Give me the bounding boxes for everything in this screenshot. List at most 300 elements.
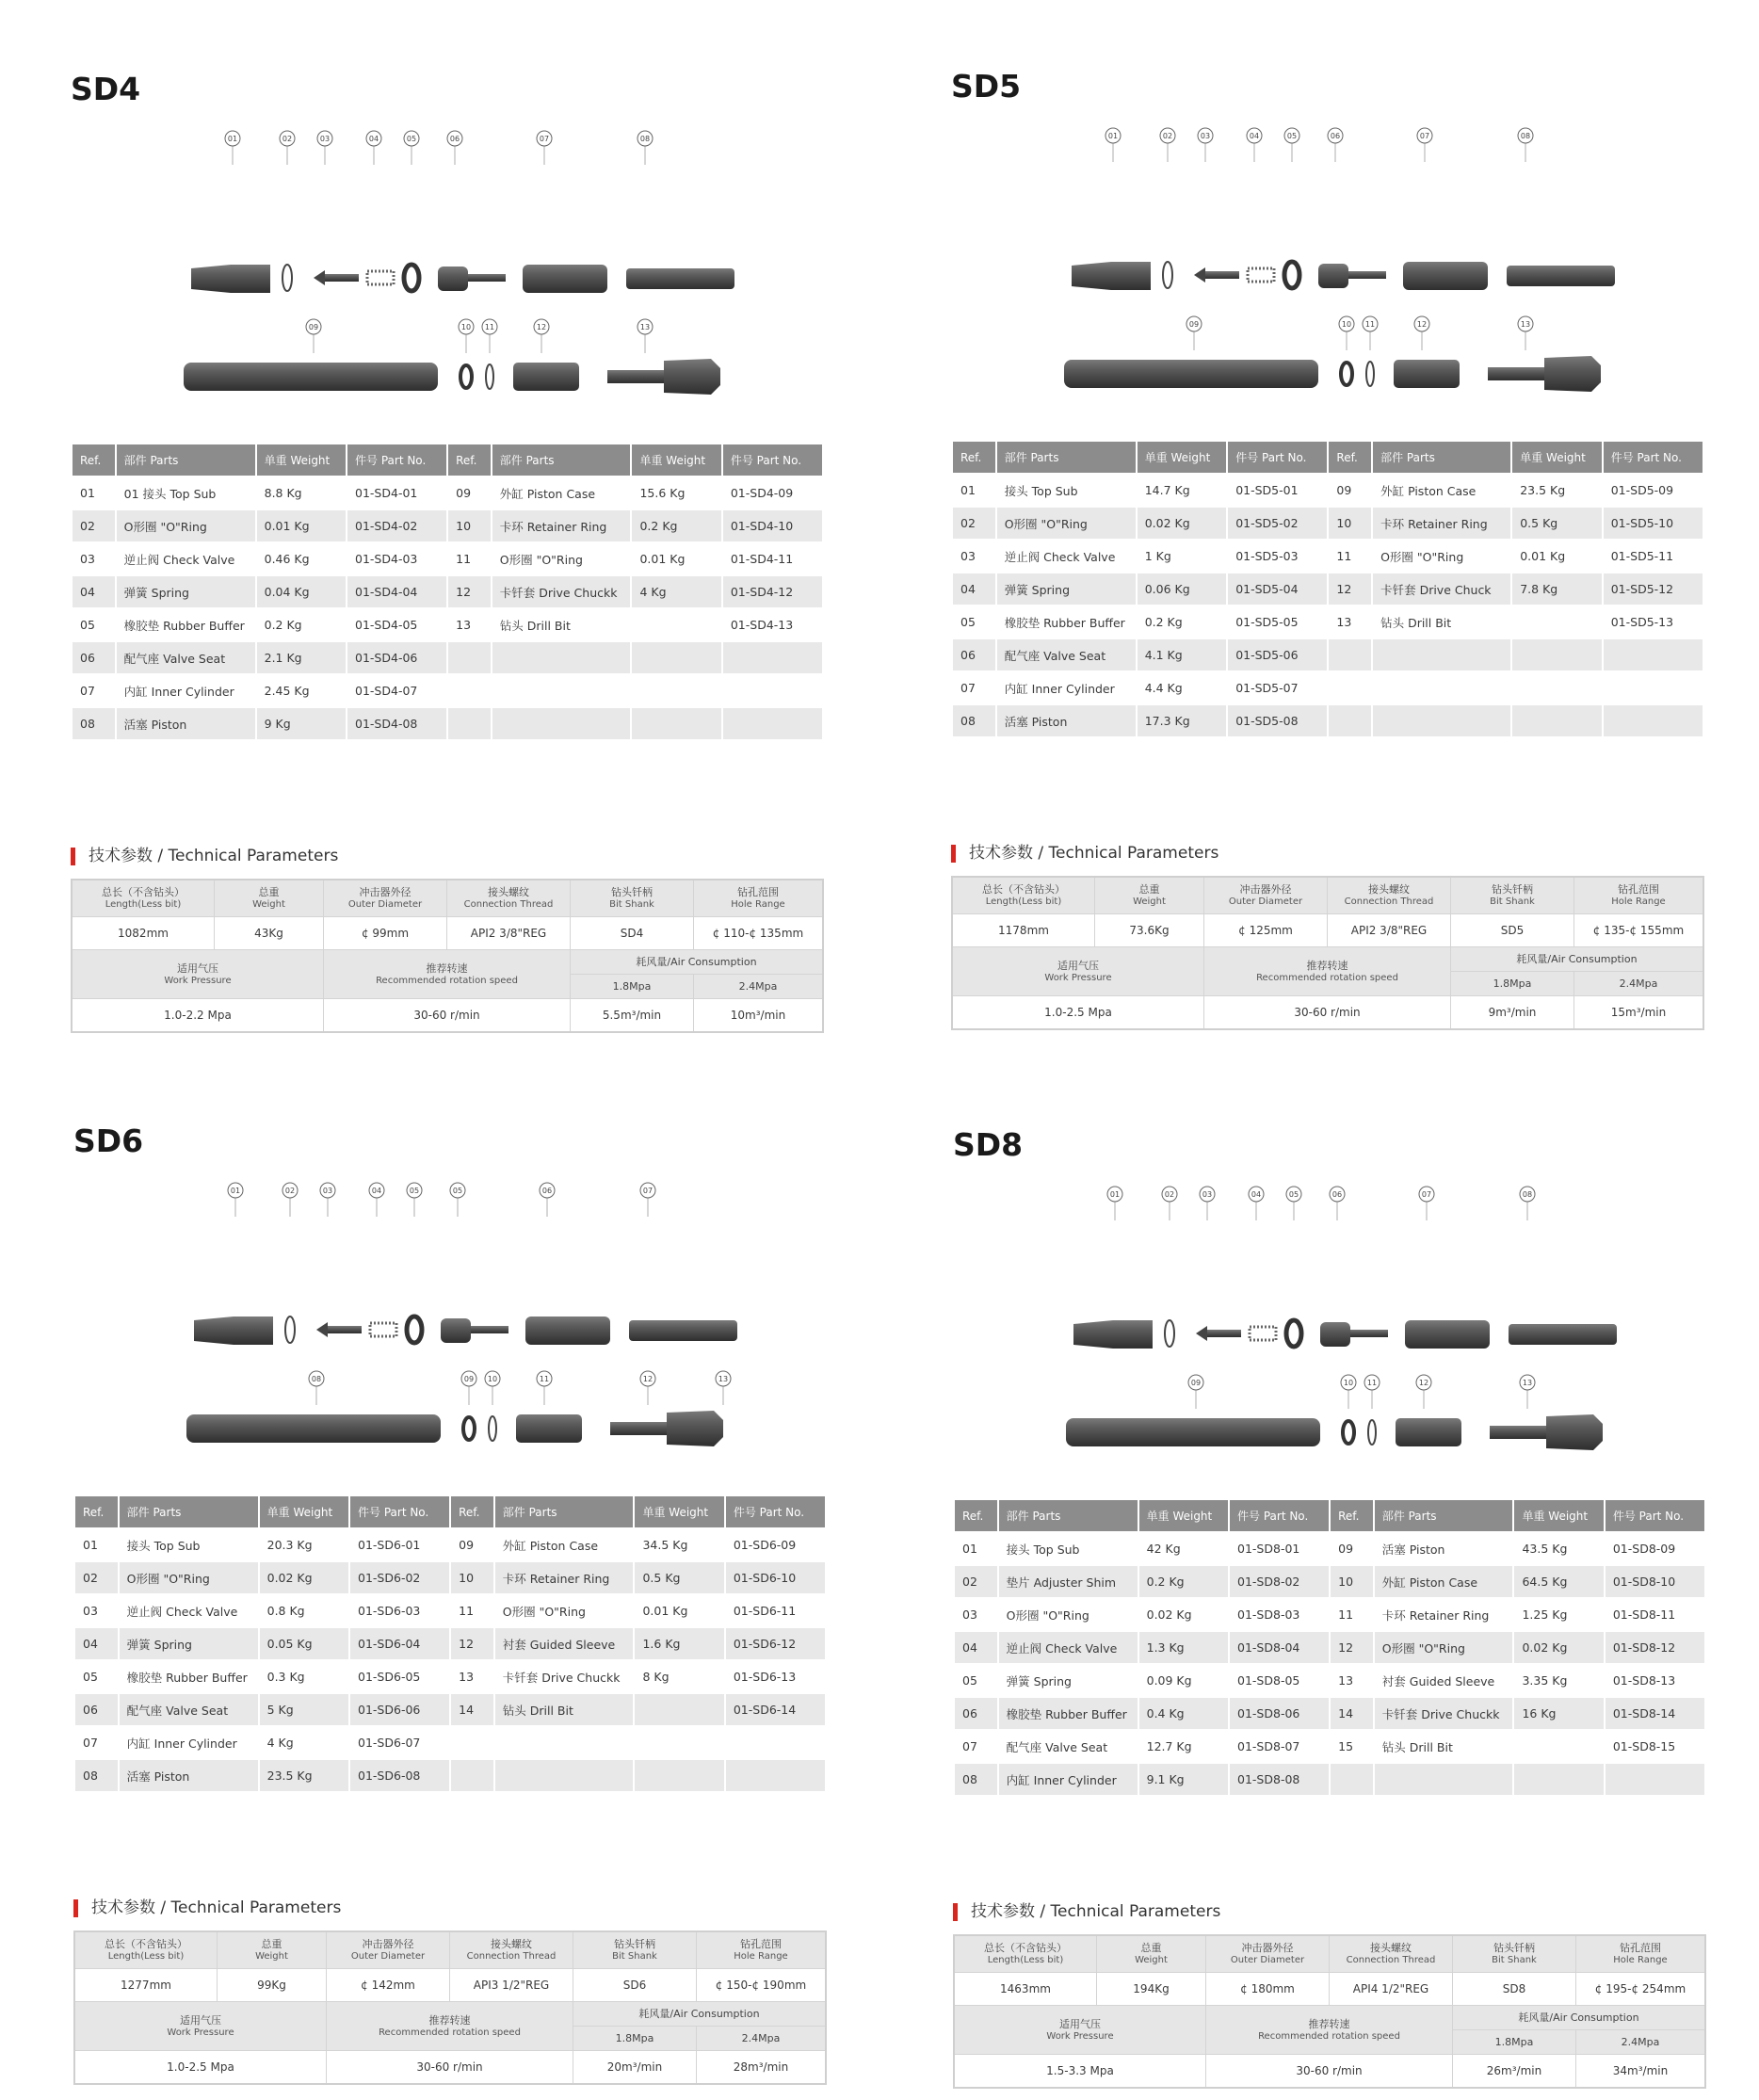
part-partno: 01-SD4-05 (347, 609, 446, 640)
part-partno: 01-SD6-07 (350, 1727, 449, 1758)
air-1-value: 20m³/min (573, 2051, 697, 2085)
od-header: 冲击器外径 Outer Diameter (1206, 1935, 1330, 1973)
part-weight: 0.2 Kg (257, 609, 346, 640)
part-ref: 09 (1331, 1533, 1373, 1564)
part-name: 橡胶垫 Rubber Buffer (999, 1698, 1138, 1729)
callout-label: 13 (718, 1375, 729, 1383)
part-weight: 43.5 Kg (1514, 1533, 1603, 1564)
weight-header: 总重 Weight (215, 880, 324, 917)
part-name: 接头 Top Sub (997, 475, 1136, 506)
shank-value: SD5 (1451, 914, 1574, 947)
part-name: 配气座 Valve Seat (999, 1731, 1138, 1762)
o-ring-2-part (1366, 362, 1374, 386)
part-partno (1606, 1764, 1704, 1795)
part-name: 逆止阀 Check Valve (120, 1595, 258, 1626)
part-ref: 05 (955, 1665, 997, 1696)
part-name: O形圈 "O"Ring (117, 510, 255, 541)
callout-label: 03 (1202, 1190, 1213, 1199)
col-partno: 件号 Part No. (1606, 1500, 1704, 1531)
part-weight: 0.02 Kg (260, 1562, 348, 1593)
part-ref: 14 (1331, 1698, 1373, 1729)
top-sub-part (194, 1317, 273, 1345)
length-value: 1463mm (954, 1973, 1097, 2006)
part-ref: 07 (75, 1727, 118, 1758)
part-ref: 06 (955, 1698, 997, 1729)
part-ref: 11 (448, 543, 491, 574)
part-ref: 06 (73, 642, 115, 673)
part-weight: 0.01 Kg (1512, 541, 1602, 572)
part-partno: 01-SD4-02 (347, 510, 446, 541)
part-partno: 01-SD5-03 (1228, 541, 1327, 572)
part-partno: 01-SD6-01 (350, 1529, 449, 1560)
part-weight: 12.7 Kg (1139, 1731, 1228, 1762)
rotation-header: 推荐转速 Recommended rotation speed (327, 2002, 573, 2051)
air-2-value: 28m³/min (697, 2051, 827, 2085)
part-ref: 02 (955, 1566, 997, 1597)
tech-params-table (951, 876, 1704, 1030)
pressure-2-header: 2.4Mpa (1576, 2030, 1706, 2055)
col-parts: 部件 Parts (117, 444, 255, 476)
callout-label: 05 (1288, 1190, 1299, 1199)
part-name: O形圈 "O"Ring (999, 1599, 1138, 1630)
od-header: 冲击器外径 Outer Diameter (1204, 877, 1328, 914)
part-name: 卡钎套 Drive Chuck (1373, 573, 1510, 605)
part-name (1373, 639, 1510, 670)
part-weight: 17.3 Kg (1138, 705, 1227, 736)
hole-value: ¢ 195-¢ 254mm (1576, 1973, 1706, 2006)
model-title: SD5 (951, 68, 1022, 105)
callout-label: 09 (463, 1375, 475, 1383)
part-ref: 10 (451, 1562, 493, 1593)
part-weight: 23.5 Kg (260, 1760, 348, 1791)
part-partno: 01-SD6-08 (350, 1760, 449, 1791)
hole-value: ¢ 110-¢ 135mm (694, 917, 824, 950)
part-name: 衬套 Guided Sleeve (1375, 1665, 1513, 1696)
part-partno: 01-SD5-13 (1604, 606, 1703, 638)
callouts-top (1105, 128, 1533, 162)
part-name: 卡环 Retainer Ring (1373, 508, 1510, 539)
part-ref: 05 (953, 606, 995, 638)
weight-value: 194Kg (1097, 1973, 1206, 2006)
part-ref: 01 (75, 1529, 118, 1560)
part-partno: 01-SD5-11 (1604, 541, 1703, 572)
rotation-value: 30-60 r/min (1204, 996, 1451, 1030)
part-weight (1512, 705, 1602, 736)
part-ref: 12 (448, 576, 491, 607)
thread-value: API2 3/8"REG (447, 917, 571, 950)
part-partno: 01-SD8-13 (1606, 1665, 1704, 1696)
table-row (955, 1764, 1704, 1795)
col-ref: Ref. (448, 444, 491, 476)
callout-label: 02 (1164, 1190, 1175, 1199)
part-weight (635, 1727, 723, 1758)
table-row (75, 1628, 825, 1659)
part-name: 橡胶垫 Rubber Buffer (120, 1661, 258, 1692)
pressure-value: 1.0-2.2 Mpa (72, 999, 324, 1033)
part-ref: 13 (1331, 1665, 1373, 1696)
thread-value: API4 1/2"REG (1330, 1973, 1453, 2006)
part-weight: 9 Kg (257, 708, 346, 739)
rubber-buffer-part (1286, 1320, 1301, 1347)
table-row (955, 1533, 1704, 1564)
col-partno: 件号 Part No. (1228, 442, 1327, 473)
rotation-value: 30-60 r/min (327, 2051, 573, 2085)
pressure-value: 1.5-3.3 Mpa (954, 2055, 1206, 2089)
part-partno (726, 1727, 825, 1758)
piston-case-part (186, 1414, 441, 1443)
part-ref: 01 (953, 475, 995, 506)
hole-value: ¢ 150-¢ 190mm (697, 1969, 827, 2002)
part-partno: 01-SD8-12 (1606, 1632, 1704, 1663)
pressure-2-header: 2.4Mpa (697, 2027, 827, 2051)
od-value: ¢ 99mm (324, 917, 447, 950)
part-partno: 01-SD5-12 (1604, 573, 1703, 605)
shank-value: SD4 (571, 917, 694, 950)
part-partno (1604, 705, 1703, 736)
part-name (1373, 672, 1510, 703)
part-name: 弹簧 Spring (120, 1628, 258, 1659)
part-name: 橡胶垫 Rubber Buffer (997, 606, 1136, 638)
part-ref: 10 (448, 510, 491, 541)
part-name (492, 708, 631, 739)
spring-part (1248, 268, 1274, 282)
callouts-top (228, 1183, 655, 1217)
part-partno: 01-SD8-10 (1606, 1566, 1704, 1597)
callouts-top (1107, 1187, 1535, 1220)
table-row (955, 1665, 1704, 1696)
callouts-bottom (309, 1371, 731, 1405)
part-weight: 4.1 Kg (1138, 639, 1227, 670)
col-partno: 件号 Part No. (347, 444, 446, 476)
callout-label: 05 (1286, 132, 1298, 140)
callout-label: 03 (322, 1187, 333, 1195)
part-partno: 01-SD5-05 (1228, 606, 1327, 638)
col-parts: 部件 Parts (997, 442, 1136, 473)
length-header: 总长（不含钻头） Length(Less bit) (72, 880, 215, 917)
callout-label: 11 (1366, 1379, 1378, 1387)
part-weight (1512, 672, 1602, 703)
part-weight: 0.02 Kg (1138, 508, 1227, 539)
part-ref: 12 (1331, 1632, 1373, 1663)
drive-chuck-part (1394, 360, 1460, 388)
exploded-parts-diagram (73, 1179, 827, 1452)
part-ref (448, 708, 491, 739)
callouts-bottom (306, 319, 653, 353)
length-value: 1277mm (74, 1969, 218, 2002)
part-name: 衬套 Guided Sleeve (495, 1628, 634, 1659)
part-weight: 1.6 Kg (635, 1628, 723, 1659)
od-header: 冲击器外径 Outer Diameter (324, 880, 447, 917)
part-partno: 01-SD8-09 (1606, 1533, 1704, 1564)
table-row (73, 642, 822, 673)
part-weight: 16 Kg (1514, 1698, 1603, 1729)
part-name: 钻头 Drill Bit (1375, 1731, 1513, 1762)
part-weight (1512, 639, 1602, 670)
hole-header: 钻孔范围 Hole Range (697, 1931, 827, 1969)
callout-label: 04 (1249, 132, 1260, 140)
col-parts: 部件 Parts (1375, 1500, 1513, 1531)
table-row (75, 1529, 825, 1560)
part-name: 内缸 Inner Cylinder (117, 675, 255, 706)
part-weight: 4.4 Kg (1138, 672, 1227, 703)
part-partno: 01-SD8-02 (1230, 1566, 1329, 1597)
inner-cylinder-part (1405, 1320, 1490, 1349)
drill-bit-part (607, 359, 720, 395)
part-ref (1331, 1764, 1373, 1795)
part-name (495, 1760, 634, 1791)
weight-header: 总重 Weight (1095, 877, 1204, 914)
callout-label: 04 (371, 1187, 382, 1195)
drive-chuck-part (516, 1414, 582, 1443)
callout-label: 01 (1107, 132, 1119, 140)
part-weight: 0.2 Kg (1138, 606, 1227, 638)
part-name: O形圈 "O"Ring (495, 1595, 634, 1626)
col-ref: Ref. (75, 1496, 118, 1527)
callout-label: 03 (1200, 132, 1211, 140)
table-row (75, 1595, 825, 1626)
piston-case-part (1066, 1418, 1320, 1446)
callout-label: 06 (1330, 132, 1341, 140)
part-name: 卡钎套 Drive Chuckk (495, 1661, 634, 1692)
callout-label: 07 (1419, 132, 1430, 140)
part-name: 活塞 Piston (117, 708, 255, 739)
pressure-2-header: 2.4Mpa (1574, 972, 1704, 996)
col-ref: Ref. (451, 1496, 493, 1527)
air-consumption-header: 耗风量/Air Consumption (1451, 947, 1704, 972)
table-row (73, 576, 822, 607)
part-ref (448, 642, 491, 673)
callout-label: 01 (1109, 1190, 1121, 1199)
col-parts: 部件 Parts (495, 1496, 634, 1527)
exploded-parts-diagram (953, 1183, 1706, 1456)
part-name: 内缸 Inner Cylinder (999, 1764, 1138, 1795)
part-ref: 11 (1329, 541, 1371, 572)
part-weight: 9.1 Kg (1139, 1764, 1228, 1795)
part-weight: 4 Kg (632, 576, 720, 607)
part-weight: 0.05 Kg (260, 1628, 348, 1659)
part-weight: 20.3 Kg (260, 1529, 348, 1560)
part-weight: 0.01 Kg (257, 510, 346, 541)
part-ref: 05 (75, 1661, 118, 1692)
inner-cylinder-part (1403, 262, 1488, 290)
table-row (955, 1731, 1704, 1762)
part-ref: 03 (73, 543, 115, 574)
part-weight: 3.35 Kg (1514, 1665, 1603, 1696)
part-partno (1604, 672, 1703, 703)
air-1-value: 26m³/min (1453, 2055, 1576, 2089)
exploded-parts-diagram (951, 124, 1704, 397)
part-weight: 8 Kg (635, 1661, 723, 1692)
thread-header: 接头螺纹 Connection Thread (447, 880, 571, 917)
part-name (492, 642, 631, 673)
col-partno: 件号 Part No. (723, 444, 822, 476)
part-ref: 09 (448, 477, 491, 509)
pressure-value: 1.0-2.5 Mpa (74, 2051, 327, 2085)
part-partno (723, 675, 822, 706)
part-weight: 0.06 Kg (1138, 573, 1227, 605)
part-ref (451, 1727, 493, 1758)
air-2-value: 34m³/min (1576, 2055, 1706, 2089)
part-partno: 01-SD6-02 (350, 1562, 449, 1593)
weight-value: 73.6Kg (1095, 914, 1204, 947)
drive-chuck-part (1396, 1418, 1461, 1446)
od-value: ¢ 180mm (1206, 1973, 1330, 2006)
callout-label: 06 (449, 135, 460, 143)
top-sub-part (191, 265, 270, 293)
part-partno: 01-SD5-02 (1228, 508, 1327, 539)
col-parts: 部件 Parts (1373, 442, 1510, 473)
tech-params-table (73, 1930, 827, 2085)
part-partno: 01-SD8-03 (1230, 1599, 1329, 1630)
retainer-ring-part (1343, 1421, 1354, 1444)
table-row (955, 1698, 1704, 1729)
part-ref: 02 (75, 1562, 118, 1593)
part-weight: 2.1 Kg (257, 642, 346, 673)
col-weight: 单重 Weight (260, 1496, 348, 1527)
part-partno: 01-SD8-11 (1606, 1599, 1704, 1630)
callout-label: 11 (1364, 320, 1376, 329)
callout-label: 03 (319, 135, 331, 143)
air-consumption-header: 耗风量/Air Consumption (571, 950, 824, 975)
part-partno: 01-SD6-10 (726, 1562, 825, 1593)
part-partno: 01-SD8-08 (1230, 1764, 1329, 1795)
callout-label: 08 (1522, 1190, 1533, 1199)
callout-label: 13 (639, 323, 651, 331)
part-name: O形圈 "O"Ring (492, 543, 631, 574)
part-partno: 01-SD8-07 (1230, 1731, 1329, 1762)
part-name (1375, 1764, 1513, 1795)
part-name: 外缸 Piston Case (1375, 1566, 1513, 1597)
part-weight: 1.25 Kg (1514, 1599, 1603, 1630)
col-weight: 单重 Weight (1514, 1500, 1603, 1531)
part-name: 卡环 Retainer Ring (492, 510, 631, 541)
part-name: O形圈 "O"Ring (1375, 1632, 1513, 1663)
col-parts: 部件 Parts (999, 1500, 1138, 1531)
piston-part (1507, 266, 1615, 286)
part-name: 钻头 Drill Bit (495, 1694, 634, 1725)
part-name: 活塞 Piston (1375, 1533, 1513, 1564)
part-name (495, 1727, 634, 1758)
tech-params-heading: 技术参数 / Technical Parameters (73, 1899, 341, 1917)
part-weight (632, 708, 720, 739)
tech-params-heading: 技术参数 / Technical Parameters (953, 1903, 1220, 1921)
part-ref: 03 (953, 541, 995, 572)
part-ref: 14 (451, 1694, 493, 1725)
part-partno: 01-SD4-11 (723, 543, 822, 574)
part-weight: 4 Kg (260, 1727, 348, 1758)
part-partno: 01-SD6-03 (350, 1595, 449, 1626)
callout-label: 01 (230, 1187, 241, 1195)
tech-params-heading: 技术参数 / Technical Parameters (951, 845, 1218, 863)
thread-header: 接头螺纹 Connection Thread (1330, 1935, 1453, 1973)
part-weight: 23.5 Kg (1512, 475, 1602, 506)
part-name: 外缸 Piston Case (492, 477, 631, 509)
part-ref: 10 (1329, 508, 1371, 539)
rubber-buffer-part (404, 265, 419, 291)
part-name: 弹簧 Spring (999, 1665, 1138, 1696)
table-row (73, 543, 822, 574)
rubber-buffer-part (1284, 262, 1299, 288)
parts-table (73, 1494, 827, 1793)
part-name: 配气座 Valve Seat (117, 642, 255, 673)
part-partno: 01-SD4-12 (723, 576, 822, 607)
od-header: 冲击器外径 Outer Diameter (327, 1931, 450, 1969)
callout-label: 10 (1341, 320, 1352, 329)
check-valve-part (1194, 267, 1239, 283)
hole-header: 钻孔范围 Hole Range (1576, 1935, 1706, 1973)
retainer-ring-part (460, 365, 472, 388)
callouts-top (225, 131, 653, 165)
col-partno: 件号 Part No. (726, 1496, 825, 1527)
col-ref: Ref. (955, 1500, 997, 1531)
hole-value: ¢ 135-¢ 155mm (1574, 914, 1704, 947)
model-title: SD8 (953, 1126, 1024, 1163)
callout-label: 08 (639, 135, 651, 143)
callout-label: 04 (368, 135, 379, 143)
part-ref: 12 (1329, 573, 1371, 605)
parts-table (953, 1498, 1706, 1797)
part-weight: 34.5 Kg (635, 1529, 723, 1560)
col-partno: 件号 Part No. (350, 1496, 449, 1527)
part-partno: 01-SD4-07 (347, 675, 446, 706)
part-ref: 04 (955, 1632, 997, 1663)
drive-chuck-part (513, 363, 579, 391)
exploded-parts-diagram (71, 127, 824, 400)
callout-label: 11 (484, 323, 495, 331)
part-ref: 13 (451, 1661, 493, 1692)
part-weight: 0.5 Kg (635, 1562, 723, 1593)
table-row (75, 1760, 825, 1791)
callout-label: 08 (1520, 132, 1531, 140)
weight-header: 总重 Weight (1097, 1935, 1206, 1973)
pressure-header: 适用气压 Work Pressure (954, 2006, 1206, 2055)
tech-params-table (71, 879, 824, 1033)
part-name: 配气座 Valve Seat (997, 639, 1136, 670)
o-ring-2-part (489, 1416, 496, 1441)
inner-cylinder-part (523, 265, 607, 293)
part-ref: 12 (451, 1628, 493, 1659)
table-row (953, 508, 1703, 539)
air-1-value: 9m³/min (1451, 996, 1574, 1030)
shank-header: 钻头钎柄 Bit Shank (1453, 1935, 1576, 1973)
part-name: 卡环 Retainer Ring (1375, 1599, 1513, 1630)
check-valve-part (316, 1322, 362, 1337)
part-ref: 01 (955, 1533, 997, 1564)
part-ref: 02 (953, 508, 995, 539)
parts-table (951, 440, 1704, 738)
part-weight: 14.7 Kg (1138, 475, 1227, 506)
table-row (75, 1727, 825, 1758)
part-ref: 07 (73, 675, 115, 706)
part-partno: 01-SD6-11 (726, 1595, 825, 1626)
callout-label: 09 (1190, 1379, 1202, 1387)
part-partno: 01-SD8-06 (1230, 1698, 1329, 1729)
part-name: 卡钎套 Drive Chuckk (1375, 1698, 1513, 1729)
valve-seat-part (438, 267, 506, 291)
part-ref: 15 (1331, 1731, 1373, 1762)
part-weight: 5 Kg (260, 1694, 348, 1725)
part-weight: 7.8 Kg (1512, 573, 1602, 605)
length-header: 总长（不含钻头） Length(Less bit) (952, 877, 1095, 914)
part-name: 01 接头 Top Sub (117, 477, 255, 509)
piston-part (1509, 1324, 1617, 1345)
callout-label: 05 (406, 135, 417, 143)
air-2-value: 10m³/min (694, 999, 824, 1033)
part-weight: 0.3 Kg (260, 1661, 348, 1692)
part-ref: 09 (451, 1529, 493, 1560)
col-parts: 部件 Parts (492, 444, 631, 476)
spring-part (370, 1323, 396, 1336)
